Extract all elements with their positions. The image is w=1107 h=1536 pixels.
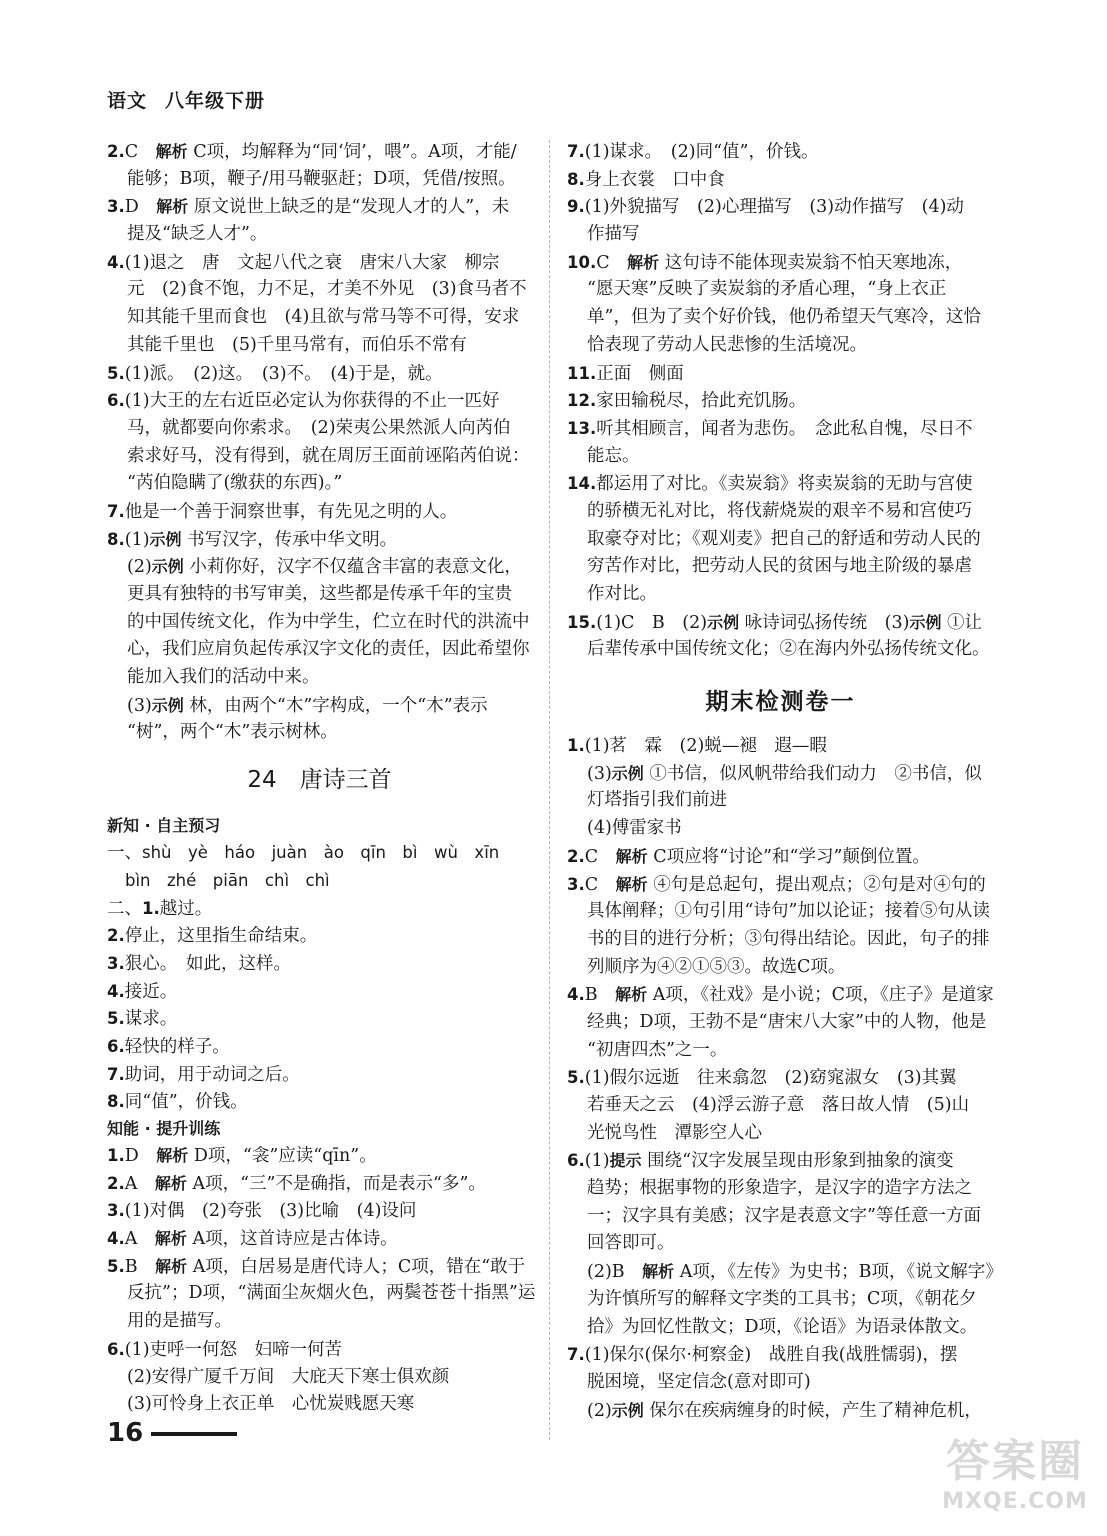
answer-text: (3)可怜身上衣正单 心忧炭贱愿天寒 bbox=[127, 1394, 415, 1415]
answer-line bbox=[567, 415, 994, 443]
part2-line bbox=[107, 1005, 532, 1033]
answer-text: (1)假尔远逝 往来翕忽 (2)窈窕淑女 (3)其翼 bbox=[584, 1068, 957, 1089]
answer-text: 家田输税尽，拾此充饥肠。 bbox=[596, 391, 807, 412]
answer-line bbox=[567, 581, 994, 609]
answer-line bbox=[567, 1397, 994, 1425]
answer-line bbox=[107, 138, 532, 166]
answer-text: 这句诗不能体现卖炭翁不怕天寒地冻， bbox=[659, 252, 963, 273]
answer-line bbox=[567, 276, 994, 304]
part2-answers bbox=[107, 895, 532, 1117]
answer-line bbox=[567, 1120, 994, 1148]
answer-tag: 示例 bbox=[611, 763, 644, 783]
answer-number: 1. bbox=[567, 736, 585, 756]
answer-text: “芮伯隐瞒了(缴获的东西)。” bbox=[127, 473, 343, 494]
answer-text: 拾》为回忆性散文；D项，《论语》为语录体散文。 bbox=[587, 1316, 978, 1337]
answer-text: 书的目的进行分析；③句得出结论。因此，句子的排 bbox=[587, 928, 990, 949]
answer-line bbox=[107, 1170, 532, 1198]
answer-text: 列顺序为④②①⑤③。故选C项。 bbox=[587, 956, 846, 977]
answer-tag: 解析 bbox=[615, 874, 648, 894]
answer-text: (2) bbox=[127, 557, 152, 578]
answer-text: 能加入我们的活动中来。 bbox=[127, 667, 320, 688]
answer-text: (1)派。 (2)这。 (3)不。 (4)于是，就。 bbox=[124, 363, 443, 384]
answer-number: 7. bbox=[107, 501, 125, 521]
answer-line bbox=[107, 415, 532, 443]
answer-tag: 解析 bbox=[642, 1262, 675, 1282]
answer-line bbox=[567, 609, 994, 637]
answer-text: 心，我们应肩负起传承汉字文化的责任，因此希望你 bbox=[127, 639, 530, 660]
answer-text: 能忘。 bbox=[587, 445, 640, 466]
answer-number: 2. bbox=[567, 846, 585, 866]
answer-line bbox=[567, 470, 994, 498]
answer-tag: 示例 bbox=[149, 529, 182, 549]
part2-number: 2. bbox=[107, 926, 125, 946]
answer-line bbox=[567, 871, 994, 899]
answer-text: 作描写 bbox=[587, 224, 640, 245]
answer-number: 3. bbox=[567, 874, 585, 894]
answer-line bbox=[567, 898, 994, 926]
answer-text: 咏诗词弘扬传统 (3) bbox=[739, 612, 910, 633]
answer-number: 8. bbox=[567, 169, 585, 189]
answer-line bbox=[567, 221, 994, 249]
answer-tag: 解析 bbox=[615, 985, 648, 1005]
answer-text: 穷苦作对比，把劳动人民的贫困与地主阶级的暴虐 bbox=[587, 556, 972, 577]
answer-tag: 提示 bbox=[609, 1151, 642, 1171]
subject-label: 语文 bbox=[107, 90, 148, 112]
answer-number: 11. bbox=[567, 363, 597, 383]
answer-line bbox=[107, 304, 532, 332]
answer-text: 恰表现了劳动人民悲惨的生活境况。 bbox=[587, 334, 867, 355]
part2-text: 谋求。 bbox=[124, 1009, 178, 1030]
answer-text: (2)安得广厦千万间 大庇天下寒士俱欢颜 bbox=[127, 1366, 450, 1387]
answer-line bbox=[567, 1369, 994, 1397]
answer-line bbox=[107, 664, 532, 692]
answer-line bbox=[567, 138, 994, 166]
part2-number: 5. bbox=[107, 1009, 125, 1029]
answer-text: A项，《社戏》是小说；C项，《庄子》是道家 bbox=[647, 985, 994, 1006]
answer-line bbox=[567, 1314, 994, 1342]
part2-text: 轻快的样子。 bbox=[124, 1036, 230, 1057]
answer-text: 小莉你好，汉字不仅蕴含丰富的表意文化， bbox=[183, 557, 522, 578]
answer-line bbox=[107, 1225, 532, 1253]
pinyin-text-1: shù yè háo juàn ào qīn bì wù xīn bbox=[142, 843, 500, 863]
answer-line bbox=[567, 332, 994, 360]
answer-text: 脱困境，坚定信念(意对即可) bbox=[587, 1371, 811, 1392]
answer-text: (2) bbox=[587, 1400, 612, 1421]
answer-text: 一；汉字具有美感；汉字是表意文字”等任意一方面 bbox=[587, 1205, 981, 1226]
answer-tag: 解析 bbox=[155, 142, 188, 161]
answer-number: 4. bbox=[567, 985, 585, 1005]
answer-tag: 解析 bbox=[154, 1173, 187, 1193]
answer-number: 14. bbox=[567, 474, 597, 494]
answer-line bbox=[567, 443, 994, 471]
answer-text: 其能千里也 (5)千里马常有，而伯乐不常有 bbox=[127, 334, 467, 355]
answer-line bbox=[567, 1147, 994, 1175]
right-answers-bottom bbox=[567, 732, 1003, 1424]
answer-text: (1)吏呼一何怒 妇啼一何苦 bbox=[124, 1339, 343, 1360]
answer-text: A项，“三”不是确指，而是表示“多”。 bbox=[186, 1173, 486, 1194]
answer-text: 都运用了对比。《卖炭翁》将卖炭翁的无助与宫使 bbox=[596, 474, 973, 495]
answer-text: 具体阐释；①句引用“诗句”加以论证；接着⑤句从读 bbox=[587, 901, 990, 922]
answer-text: (2)B bbox=[587, 1262, 643, 1283]
right-column bbox=[567, 138, 1003, 1424]
pinyin-line bbox=[107, 839, 532, 867]
answer-text: D bbox=[124, 1146, 157, 1166]
watermark-url: MXQE.COM bbox=[942, 1489, 1088, 1514]
answer-line bbox=[107, 1253, 532, 1281]
answer-line bbox=[567, 636, 994, 664]
answer-text: “愿天寒”反映了卖炭翁的矛盾心理，“身上衣正 bbox=[587, 279, 947, 300]
watermark bbox=[930, 1425, 1100, 1525]
answer-line bbox=[107, 332, 532, 360]
answer-number: 6. bbox=[107, 1339, 125, 1359]
answer-number: 15. bbox=[567, 612, 597, 632]
answer-number: 7. bbox=[567, 1345, 585, 1365]
answer-line bbox=[107, 526, 532, 554]
answer-line bbox=[107, 360, 532, 388]
answer-tag: 解析 bbox=[615, 846, 648, 866]
answer-line bbox=[567, 787, 994, 815]
answer-text: “树”，两个“木”表示树林。 bbox=[127, 722, 338, 743]
answer-line bbox=[567, 166, 994, 194]
answer-text: 为许慎所写的解释文字类的工具书；C项，《朝花夕 bbox=[587, 1288, 977, 1309]
part2-text: 助词，用于动词之后。 bbox=[124, 1064, 300, 1085]
pinyin-line bbox=[107, 867, 532, 895]
answer-text: 围绕“汉字发展呈现由形象到抽象的演变 bbox=[641, 1151, 954, 1172]
answer-number: 5. bbox=[107, 363, 125, 383]
answer-line bbox=[107, 498, 532, 526]
answer-text: 反抗”；D项，“满面尘灰烟火色，两鬓苍苍十指黑”运 bbox=[127, 1283, 536, 1304]
answer-line bbox=[107, 719, 532, 747]
answer-line bbox=[107, 1197, 532, 1225]
answer-line bbox=[107, 221, 532, 249]
answer-tag: 解析 bbox=[156, 197, 189, 217]
section-title-final-exam: 期末检测卷一 bbox=[705, 688, 856, 716]
part2-line bbox=[107, 922, 532, 950]
answer-line bbox=[567, 1341, 994, 1369]
answer-tag: 示例 bbox=[151, 695, 184, 715]
answer-text: 正面 侧面 bbox=[596, 363, 684, 384]
part2-line bbox=[107, 978, 532, 1006]
answer-text: D项，“衾”应读“qīn”。 bbox=[188, 1146, 377, 1166]
answer-text: (1)C B (2) bbox=[596, 612, 708, 633]
answer-line bbox=[107, 193, 532, 221]
part2-line bbox=[107, 1033, 532, 1061]
answer-line bbox=[567, 1258, 1003, 1286]
answer-line bbox=[107, 1142, 532, 1170]
answer-text: 取豪夺对比；《观刈麦》把自己的舒适和劳动人民的 bbox=[587, 528, 981, 549]
answer-number: 13. bbox=[567, 418, 597, 438]
answer-text: C bbox=[596, 252, 628, 273]
answer-text: A项，白居易是唐代诗人；C项，错在“敢于 bbox=[187, 1256, 526, 1277]
answer-number: 2. bbox=[107, 142, 125, 161]
answer-number: 12. bbox=[567, 391, 597, 411]
answer-tag: 解析 bbox=[155, 1256, 188, 1276]
answer-line bbox=[567, 815, 994, 843]
answer-number: 10. bbox=[567, 252, 597, 272]
answer-line bbox=[567, 553, 994, 581]
pinyin-label: 一、 bbox=[107, 843, 142, 864]
answer-line bbox=[107, 581, 532, 609]
answer-line bbox=[107, 609, 532, 637]
part2-number: 7. bbox=[107, 1064, 125, 1084]
answer-tag: 解析 bbox=[627, 252, 660, 272]
answer-text: 元 (2)食不饱，力不足，才美不外见 (3)食马者不 bbox=[127, 279, 527, 300]
answer-number: 7. bbox=[567, 142, 585, 161]
answer-number: 5. bbox=[567, 1068, 585, 1088]
answer-text: 保尔在疾病缠身的时候，产生了精神危机， bbox=[643, 1400, 982, 1421]
answer-line bbox=[107, 166, 532, 194]
answer-text: 的骄横无礼对比，将伐薪烧炭的艰辛不易和宫使巧 bbox=[587, 500, 972, 521]
left-column bbox=[107, 138, 536, 1419]
answer-line bbox=[567, 843, 994, 871]
page-header bbox=[107, 86, 265, 113]
part2-line bbox=[107, 1061, 532, 1089]
answer-text: 他是一个善于洞察世事，有先见之明的人。 bbox=[124, 501, 458, 522]
answer-line bbox=[107, 387, 532, 415]
answer-line bbox=[567, 926, 994, 954]
answer-tag: 示例 bbox=[707, 612, 740, 632]
answer-line bbox=[567, 1009, 994, 1037]
answer-line bbox=[107, 1308, 532, 1336]
answer-text: 的中国传统文化，作为中学生，伫立在时代的洪流中 bbox=[127, 611, 530, 632]
answer-text: D bbox=[124, 197, 157, 218]
answer-text: (1)外貌描写 (2)心理描写 (3)动作描写 (4)动 bbox=[584, 197, 964, 218]
answer-text: (1)保尔(保尔·柯察金) 战胜自我(战胜懦弱)，摆 bbox=[584, 1345, 958, 1366]
part2-text: 停止，这里指生命结束。 bbox=[124, 926, 318, 947]
answer-text: 听其相顾言，闻者为悲伤。 念此私自愧，尽日不 bbox=[596, 418, 973, 439]
answer-line bbox=[107, 1364, 532, 1392]
answer-text: (1) bbox=[124, 529, 150, 550]
part2-text: 狠心。 如此，这样。 bbox=[124, 953, 291, 974]
answer-line bbox=[567, 1230, 994, 1258]
answer-text: (4)傅雷家书 bbox=[587, 818, 682, 839]
answer-text: (3) bbox=[587, 763, 612, 784]
answer-line bbox=[567, 1286, 994, 1314]
answer-text: (3) bbox=[127, 695, 152, 716]
answer-text: C bbox=[584, 874, 616, 895]
answer-line bbox=[107, 249, 532, 277]
answer-text: 书写汉字，传承中华文明。 bbox=[181, 529, 398, 550]
subsection-training: 知能 · 提升训练 bbox=[107, 1119, 221, 1138]
grade-label: 八年级下册 bbox=[165, 90, 266, 112]
answer-line bbox=[107, 1391, 532, 1419]
answer-number: 5. bbox=[107, 1256, 125, 1276]
answer-number: 6. bbox=[567, 1151, 585, 1171]
answer-text: A项，《左传》为史书；B项，《说文解字》 bbox=[674, 1262, 1003, 1283]
answer-tag: 示例 bbox=[151, 557, 184, 577]
page-number: 16 bbox=[107, 1418, 144, 1448]
right-answers-top bbox=[567, 138, 994, 664]
answer-text: 马，就都要向你索求。 (2)荣夷公果然派人向芮伯 bbox=[127, 417, 511, 438]
answer-tag: 解析 bbox=[156, 1146, 189, 1165]
watermark-text: 答案圈 bbox=[946, 1436, 1084, 1487]
answer-line bbox=[107, 443, 532, 471]
answer-line bbox=[107, 553, 532, 581]
part2-number: 4. bbox=[107, 981, 125, 1001]
answer-number: 4. bbox=[107, 252, 125, 272]
answer-text: 索求好马，没有得到，就在周厉王面前诬陷芮伯说： bbox=[127, 445, 530, 466]
answer-line bbox=[107, 276, 532, 304]
answer-line bbox=[567, 360, 994, 388]
answer-text: 经典；D项，王勃不是“唐宋八大家”中的人物，他是 bbox=[587, 1011, 987, 1032]
answer-line bbox=[567, 249, 994, 277]
part2-number: 3. bbox=[107, 953, 125, 973]
answer-number: 8. bbox=[107, 529, 125, 549]
answer-text: 用的是描写。 bbox=[127, 1311, 232, 1332]
answer-line bbox=[567, 954, 994, 982]
answer-text: 作对比。 bbox=[587, 584, 657, 604]
answer-line bbox=[567, 1175, 994, 1203]
answer-text: C bbox=[124, 142, 156, 162]
answer-line bbox=[567, 1092, 994, 1120]
part2-text: 同“值”，价钱。 bbox=[124, 1092, 248, 1113]
answer-text: (1)退之 唐 文起八代之衰 唐宋八大家 柳宗 bbox=[124, 252, 500, 273]
part2-label: 二、 bbox=[107, 898, 142, 919]
part2-line bbox=[107, 950, 532, 978]
part2-text: 接近。 bbox=[124, 981, 178, 1002]
left-answers-bottom bbox=[107, 1142, 536, 1419]
pinyin-text-2: bìn zhé piān chì chì bbox=[125, 870, 330, 890]
answer-text: 回答即可。 bbox=[587, 1233, 675, 1254]
answer-line bbox=[107, 470, 532, 498]
answer-number: 3. bbox=[107, 197, 125, 217]
answer-text: C项，均解释为“同‘饲’，喂”。A项，才能/ bbox=[187, 142, 517, 162]
part2-number: 1. bbox=[142, 898, 160, 918]
answer-line bbox=[567, 981, 994, 1009]
part2-line bbox=[107, 895, 532, 923]
answer-text: C bbox=[584, 846, 616, 867]
answer-line bbox=[567, 304, 994, 332]
answer-text: 单”，但为了卖个好价钱，他仍希望天气寒冷，这恰 bbox=[587, 307, 981, 328]
answer-line bbox=[567, 1064, 994, 1092]
answer-number: 1. bbox=[107, 1146, 125, 1165]
answer-number: 4. bbox=[107, 1229, 125, 1249]
answer-number: 9. bbox=[567, 197, 585, 217]
answer-line bbox=[567, 193, 994, 221]
answer-line bbox=[567, 387, 994, 415]
answer-line bbox=[567, 760, 994, 788]
answer-number: 3. bbox=[107, 1201, 125, 1221]
part2-number: 8. bbox=[107, 1092, 125, 1112]
left-answers-top bbox=[107, 138, 532, 747]
answer-text: A bbox=[124, 1229, 155, 1250]
answer-text: (1)谋求。 (2)同“值”，价钱。 bbox=[584, 142, 819, 162]
answer-text: 更具有独特的书写审美，这些都是传承千年的宝贵 bbox=[127, 584, 512, 604]
part2-number: 6. bbox=[107, 1036, 125, 1056]
answer-line bbox=[567, 732, 994, 760]
answer-text: 知其能千里而食也 (4)且欲与常马等不可得，安求 bbox=[127, 307, 520, 328]
page-number-bar bbox=[151, 1432, 237, 1436]
answer-line bbox=[107, 636, 532, 664]
answer-line bbox=[107, 1280, 536, 1308]
answer-text: B bbox=[584, 985, 616, 1006]
answer-text: (1)大王的左右近臣必定认为你获得的不止一匹好 bbox=[124, 391, 500, 412]
answer-text: “初唐四杰”之一。 bbox=[587, 1039, 728, 1060]
answer-line bbox=[567, 1203, 994, 1231]
answer-text: (1)对偶 (2)夸张 (3)比喻 (4)设问 bbox=[124, 1201, 417, 1222]
answer-text: 身上衣裳 口中食 bbox=[584, 169, 725, 190]
answer-line bbox=[567, 1037, 994, 1065]
answer-number: 6. bbox=[107, 391, 125, 411]
answer-text: 提及“缺乏人才”。 bbox=[127, 224, 268, 245]
answer-text: 光悦鸟性 潭影空人心 bbox=[587, 1122, 762, 1143]
answer-tag: 示例 bbox=[611, 1400, 644, 1420]
answer-text: 能够；B项，鞭子/用马鞭驱赶；D项，凭借/按照。 bbox=[127, 168, 516, 189]
part2-line bbox=[107, 1088, 532, 1116]
answer-text: 若垂天之云 (4)浮云游子意 落日故人情 (5)山 bbox=[587, 1095, 970, 1115]
answer-tag: 示例 bbox=[909, 612, 942, 632]
section-title-tang-poems: 24 唐诗三首 bbox=[247, 767, 392, 794]
answer-text: 林，由两个“木”字构成，一个“木”表示 bbox=[183, 695, 488, 716]
answer-text: C项应将“讨论”和“学习”颠倒位置。 bbox=[647, 846, 930, 867]
answer-text: A项，这首诗应是古体诗。 bbox=[186, 1229, 398, 1250]
answer-line bbox=[107, 1336, 532, 1364]
answer-text: ①书信，似风帆带给我们动力 ②书信，似 bbox=[643, 763, 982, 784]
subsection-preview: 新知 · 自主预习 bbox=[107, 816, 221, 836]
answer-text: (1)茗 霖 (2)蜕—褪 遐—暇 bbox=[584, 736, 827, 757]
answer-text: A bbox=[124, 1173, 155, 1194]
answer-text: 灯塔指引我们前进 bbox=[587, 790, 727, 811]
answer-text: ①让 bbox=[941, 612, 983, 633]
answer-text: 趋势；根据事物的形象造字，是汉字的造字方法之 bbox=[587, 1178, 972, 1199]
answer-line bbox=[567, 498, 994, 526]
answer-text: ④句是总起句，提出观点；②句是对④句的 bbox=[647, 874, 986, 895]
answer-line bbox=[107, 692, 532, 720]
answer-number: 2. bbox=[107, 1173, 125, 1193]
answer-text: (1) bbox=[584, 1151, 610, 1172]
answer-line bbox=[567, 526, 994, 554]
answer-text: 后辈传承中国传统文化；②在海内外弘扬传统文化。 bbox=[587, 639, 990, 660]
answer-text: 原文说世上缺乏的是“发现人才的人”，未 bbox=[188, 197, 510, 218]
column-divider bbox=[549, 140, 550, 1440]
answer-text: B bbox=[124, 1256, 156, 1277]
answer-tag: 解析 bbox=[154, 1229, 187, 1249]
part2-text: 越过。 bbox=[159, 898, 213, 919]
